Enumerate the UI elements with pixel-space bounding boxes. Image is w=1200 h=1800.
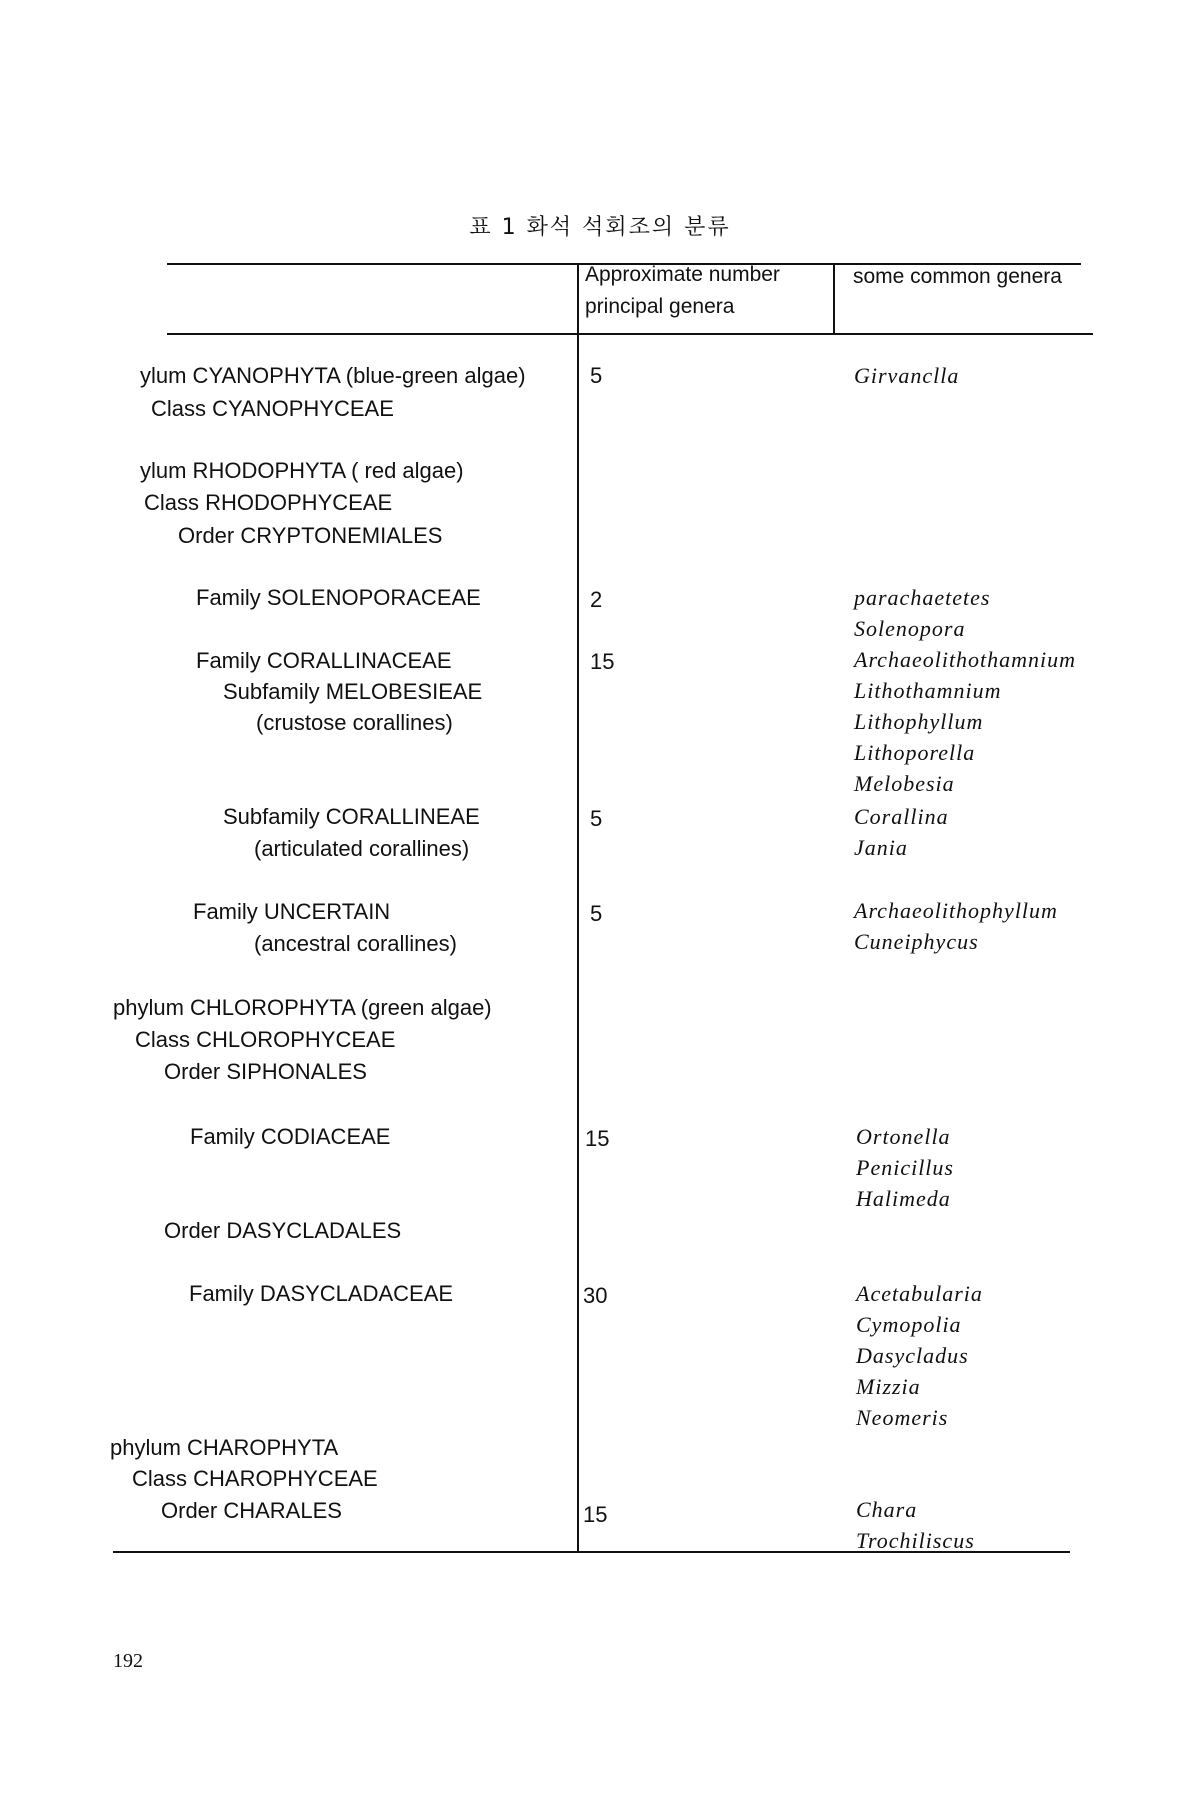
genus-name: Neomeris xyxy=(856,1405,949,1430)
genera-count: 5 xyxy=(590,806,603,831)
genus-name: Archaeolithothamnium xyxy=(854,647,1077,672)
taxon-label: phylum CHAROPHYTA xyxy=(110,1435,339,1460)
taxon-label: Family CORALLINACEAE xyxy=(196,648,452,673)
taxon-label: Class CHAROPHYCEAE xyxy=(132,1466,378,1491)
genus-name: Solenopora xyxy=(854,616,966,641)
genus-name: Cuneiphycus xyxy=(854,929,979,954)
taxon-label: Class CYANOPHYCEAE xyxy=(151,396,394,421)
header-bottom-rule xyxy=(167,333,1093,335)
taxon-label: Class CHLOROPHYCEAE xyxy=(135,1027,396,1052)
taxon-label: Order SIPHONALES xyxy=(164,1059,367,1084)
genus-name: Lithoporella xyxy=(854,740,976,765)
column-divider-genera xyxy=(833,263,835,335)
genus-name: Archaeolithophyllum xyxy=(854,898,1058,923)
taxon-label: Family UNCERTAIN xyxy=(193,899,391,924)
genus-name: parachaetetes xyxy=(854,585,991,610)
genus-name: Penicillus xyxy=(856,1155,954,1180)
genus-name: Lithothamnium xyxy=(854,678,1002,703)
taxon-label: Class RHODOPHYCEAE xyxy=(144,490,393,515)
taxon-label: Family DASYCLADACEAE xyxy=(189,1281,454,1306)
column-divider-count xyxy=(577,263,579,1553)
page-number: 192 xyxy=(113,1650,143,1672)
taxon-label: ylum RHODOPHYTA ( red algae) xyxy=(140,458,464,483)
taxon-label: (ancestral corallines) xyxy=(254,931,457,956)
genus-name: Halimeda xyxy=(856,1186,951,1211)
genera-count: 15 xyxy=(585,1126,610,1151)
genera-count: 5 xyxy=(590,363,603,388)
table-title: 표 1 화석 석회조의 분류 xyxy=(469,215,731,240)
header-count-line2: principal genera xyxy=(585,295,735,318)
taxon-label: ylum CYANOPHYTA (blue-green algae) xyxy=(140,363,526,388)
genus-name: Chara xyxy=(856,1497,918,1522)
taxon-label: (crustose corallines) xyxy=(256,710,453,735)
genus-name: Lithophyllum xyxy=(854,709,984,734)
taxon-label: (articulated corallines) xyxy=(254,836,470,861)
genus-name: Melobesia xyxy=(854,771,955,796)
genera-count: 5 xyxy=(590,901,603,926)
genus-name: Cymopolia xyxy=(856,1312,962,1337)
genus-name: Girvanclla xyxy=(854,363,960,388)
genera-count: 2 xyxy=(590,587,603,612)
genus-name: Corallina xyxy=(854,804,949,829)
taxon-label: Subfamily CORALLINEAE xyxy=(223,804,480,829)
header-count-line1: Approximate number xyxy=(585,263,780,286)
genus-name: Trochiliscus xyxy=(856,1528,975,1553)
genus-name: Ortonella xyxy=(856,1124,951,1149)
taxon-label: phylum CHLOROPHYTA (green algae) xyxy=(113,995,492,1020)
taxon-label: Family CODIACEAE xyxy=(190,1124,391,1149)
taxon-label: Order DASYCLADALES xyxy=(164,1218,402,1243)
genera-count: 15 xyxy=(583,1502,608,1527)
genus-name: Acetabularia xyxy=(856,1281,983,1306)
genera-count: 30 xyxy=(583,1283,608,1308)
genus-name: Jania xyxy=(854,835,908,860)
genus-name: Mizzia xyxy=(856,1374,921,1399)
genera-count: 15 xyxy=(590,649,615,674)
taxon-label: Order CHARALES xyxy=(161,1498,342,1523)
taxon-label: Family SOLENOPORACEAE xyxy=(196,585,481,610)
genus-name: Dasycladus xyxy=(856,1343,969,1368)
taxon-label: Subfamily MELOBESIEAE xyxy=(223,679,483,704)
taxon-label: Order CRYPTONEMIALES xyxy=(178,523,443,548)
header-genera: some common genera xyxy=(853,265,1062,288)
